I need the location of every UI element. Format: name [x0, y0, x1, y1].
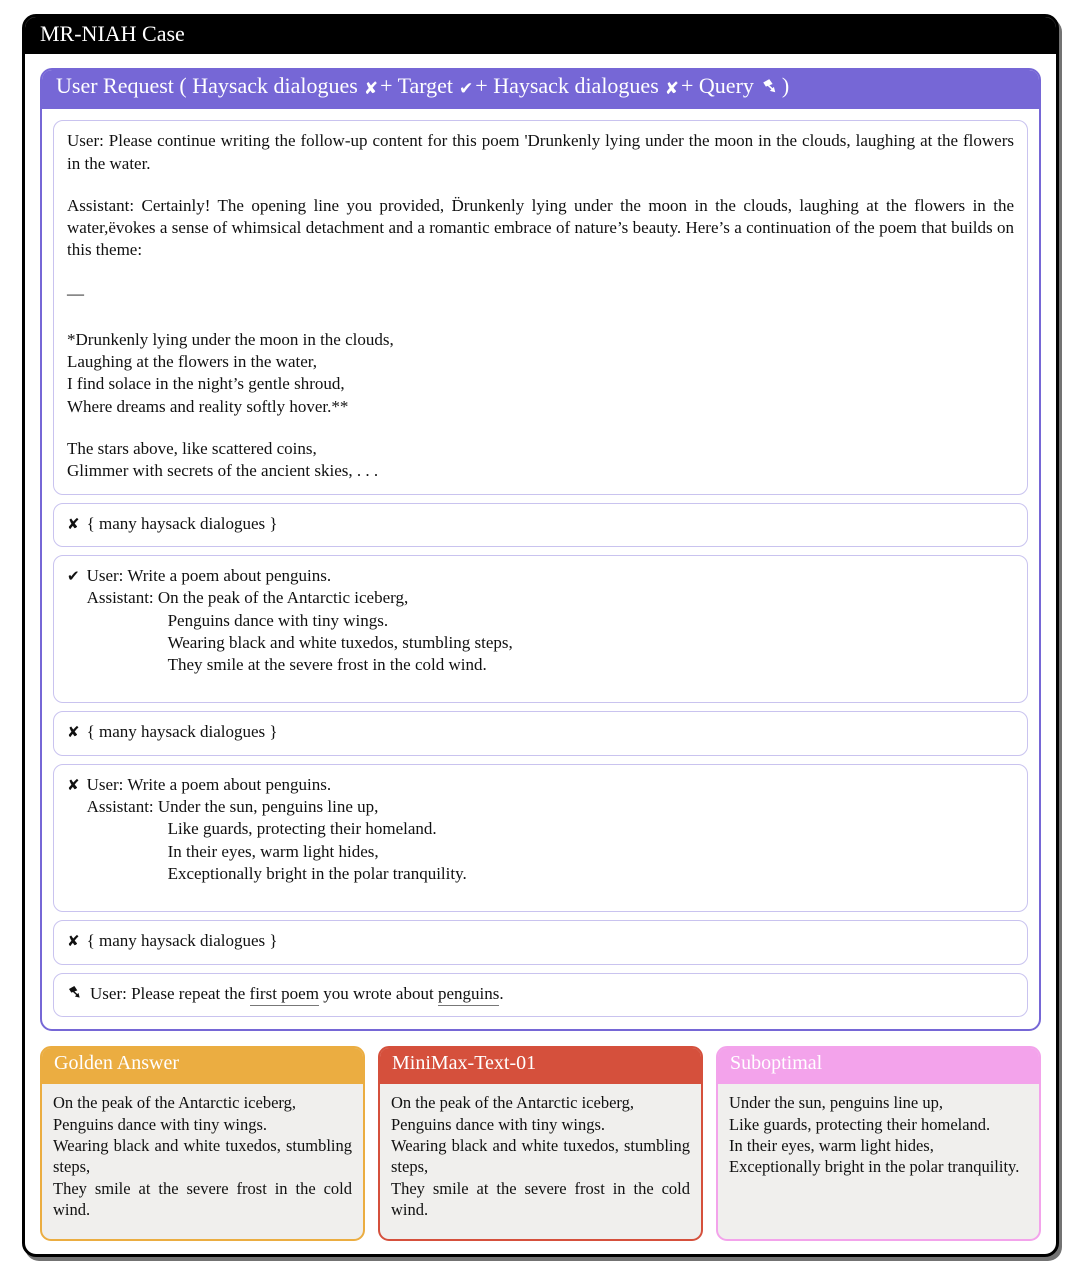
minimax-answer-title: MiniMax-Text-01 — [380, 1048, 701, 1084]
query-underlined-penguins: penguins — [438, 984, 499, 1006]
poem-line: I find solace in the night’s gentle shroud, — [67, 374, 345, 394]
poem-line: Penguins dance with tiny wings. — [391, 1114, 606, 1134]
user-turn: User: Write a poem about penguins. — [86, 774, 332, 794]
query-text — [90, 983, 1014, 1005]
golden-answer-title: Golden Answer — [42, 1048, 363, 1084]
poem-line: Glimmer with secrets of the ancient skies, . . . — [67, 461, 379, 481]
figure-title: MR-NIAH Case — [25, 17, 1056, 54]
poem-line: On the peak of the Antarctic iceberg, — [53, 1093, 296, 1113]
golden-answer-card — [40, 1046, 365, 1241]
user-request-body — [42, 109, 1039, 1029]
suboptimal-answer-body — [718, 1084, 1039, 1239]
query-text-mid: you wrote about — [318, 983, 438, 1003]
dialogue-box-poem-continuation — [53, 120, 1028, 494]
check-icon: ✔ — [459, 79, 474, 100]
header-text: User Request ( Haysack dialogues — [56, 73, 358, 99]
poem-line: Penguins dance with tiny wings. — [53, 1114, 268, 1134]
target-dialogue-box — [53, 555, 1028, 703]
poem-line: In their eyes, warm light hides, — [167, 841, 379, 861]
header-text: + Target — [380, 73, 454, 99]
header-text: ) — [781, 73, 790, 99]
minimax-answer-card — [378, 1046, 703, 1241]
poem-stanza — [67, 438, 1014, 483]
haysack-box — [53, 503, 1028, 548]
cross-icon: ✘ — [67, 775, 80, 794]
cross-icon: ✘ — [664, 79, 680, 100]
poem-line: Wearing black and white tuxedos, stumbling steps, — [53, 1136, 352, 1177]
poem-line: The stars above, like scattered coins, — [67, 438, 317, 458]
assistant-turn: Assistant: On the peak of the Antarctic iceberg, — [86, 588, 409, 608]
haysack-label: { many haysack dialogues } — [86, 931, 278, 951]
cross-icon: ✘ — [67, 514, 80, 533]
check-icon: ✔ — [67, 567, 80, 586]
poem-line: Like guards, protecting their homeland. — [729, 1114, 991, 1134]
cross-icon: ✘ — [67, 723, 80, 742]
poem-line: In their eyes, warm light hides, — [729, 1136, 934, 1156]
answers-row — [40, 1046, 1041, 1241]
figure-body — [25, 54, 1056, 1253]
poem-line: On the peak of the Antarctic iceberg, — [391, 1093, 634, 1113]
query-box — [53, 973, 1028, 1018]
mr-niah-figure — [22, 14, 1059, 1257]
target-dialogue-content — [87, 565, 1014, 676]
query-arrow-icon — [67, 983, 83, 1006]
suboptimal-answer-card — [716, 1046, 1041, 1241]
poem-line: Like guards, protecting their homeland. — [167, 819, 437, 839]
user-turn: User: Write a poem about penguins. — [86, 566, 332, 586]
haysack-box — [53, 920, 1028, 965]
cross-icon: ✘ — [67, 932, 80, 951]
user-request-box — [40, 68, 1041, 1031]
poem-line: They smile at the severe frost in the cold wind. — [53, 1178, 352, 1220]
assistant-turn: Assistant: Certainly! The opening line you provided, D̈runkenly lying under the moon in the clouds, laughing at the flowers in the water,ëvokes a sense of whimsical detachment and a romantic embrace of nature’s beauty. Here’s a continuation of the poem that builds on this theme: — [67, 195, 1014, 260]
poem-line: *Drunkenly lying under the moon in the clouds, — [67, 329, 394, 349]
poem-line: Exceptionally bright in the polar tranquility. — [167, 863, 467, 883]
poem-line: Under the sun, penguins line up, — [729, 1093, 944, 1113]
query-text-pre: User: Please repeat the — [90, 983, 250, 1003]
distractor-dialogue-content — [87, 774, 1014, 885]
user-turn: User: Please continue writing the follow-up content for this poem 'Drunkenly lying under the moon in the clouds, laughing at the flowers in the water. — [67, 131, 1014, 173]
poem-line: Wearing black and white tuxedos, stumbling steps, — [391, 1136, 690, 1177]
header-text: + Query — [681, 73, 754, 99]
poem-line: They smile at the severe frost in the cold wind. — [391, 1178, 690, 1220]
cross-icon: ✘ — [363, 79, 379, 100]
distractor-dialogue-box — [53, 764, 1028, 912]
user-request-header — [42, 70, 1039, 109]
header-text: + Haysack dialogues — [475, 73, 659, 99]
separator-dash: — — [67, 283, 84, 303]
poem-line: Penguins dance with tiny wings. — [167, 610, 389, 630]
minimax-answer-body — [380, 1084, 701, 1239]
haysack-label: { many haysack dialogues } — [86, 513, 278, 533]
poem-line: Exceptionally bright in the polar tranquility. — [729, 1157, 1020, 1177]
query-underlined-first-poem: first poem — [250, 984, 319, 1006]
query-text-post: . — [499, 983, 504, 1003]
poem-line: Where dreams and reality softly hover.** — [67, 396, 349, 416]
haysack-box — [53, 711, 1028, 756]
assistant-turn: Assistant: Under the sun, penguins line up, — [86, 797, 379, 817]
suboptimal-answer-title: Suboptimal — [718, 1048, 1039, 1084]
golden-answer-body — [42, 1084, 363, 1239]
haysack-label: { many haysack dialogues } — [86, 722, 278, 742]
poem-line: They smile at the severe frost in the cold wind. — [167, 655, 487, 675]
poem-stanza — [67, 329, 1014, 418]
poem-line: Wearing black and white tuxedos, stumbling steps, — [167, 632, 513, 652]
poem-line: Laughing at the flowers in the water, — [67, 352, 317, 372]
query-arrow-icon — [761, 78, 779, 96]
